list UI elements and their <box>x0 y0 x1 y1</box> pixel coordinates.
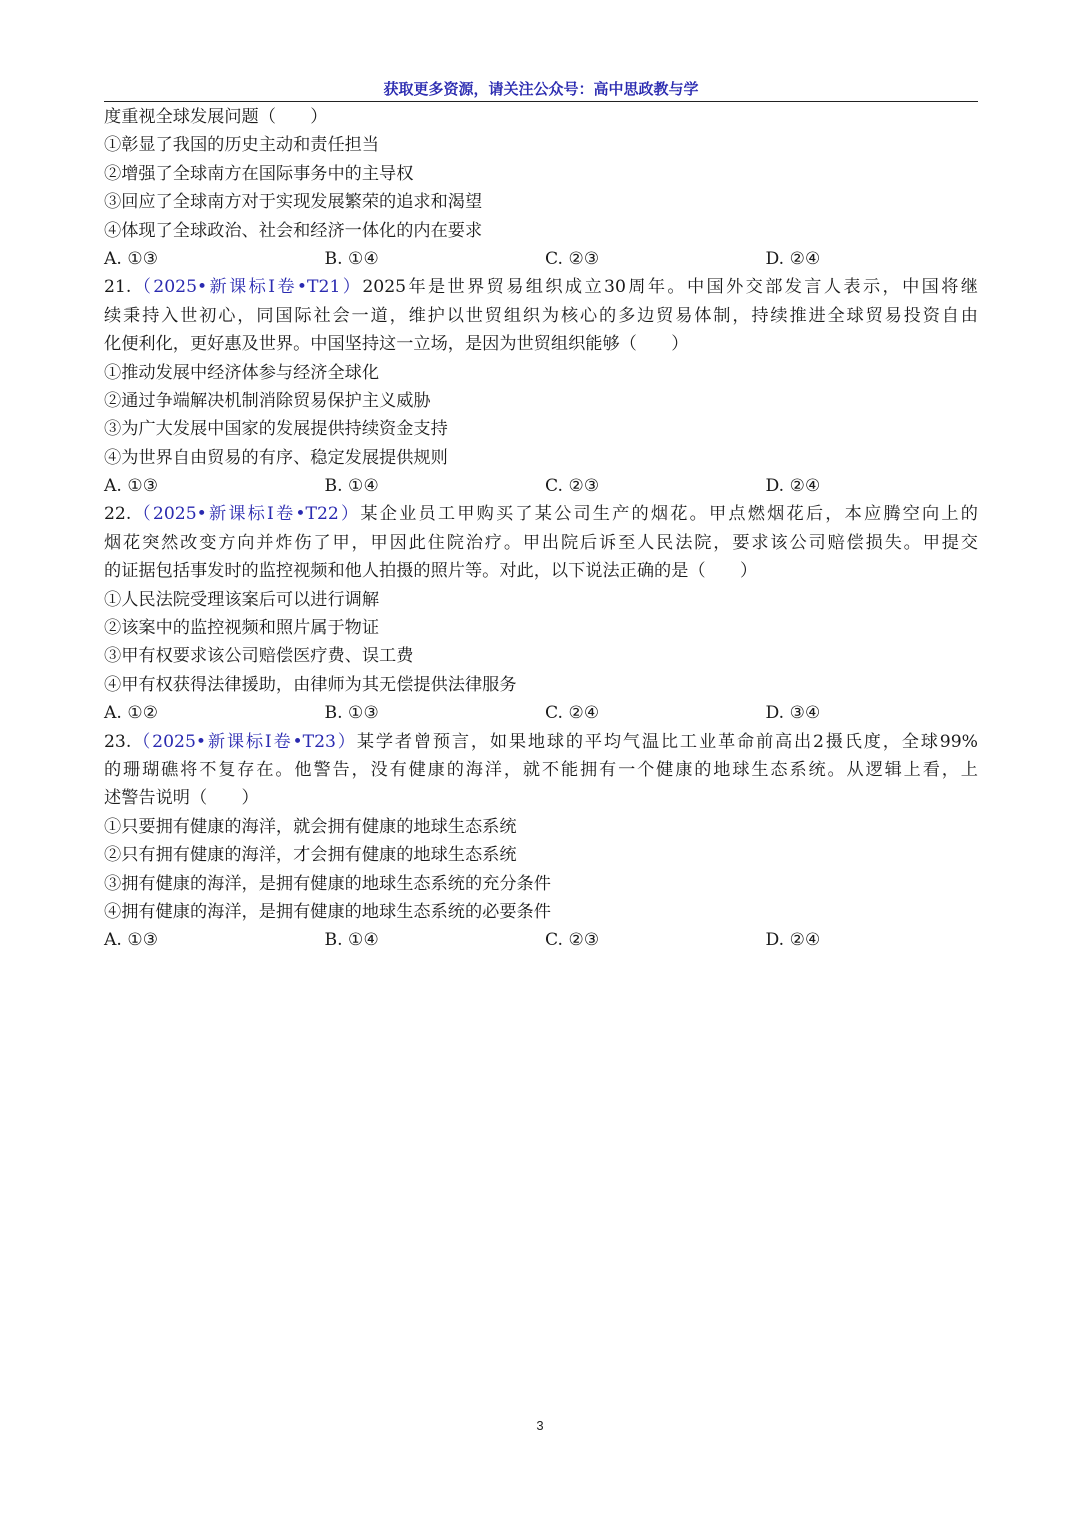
statement-2: ②增强了全球南方在国际事务中的主导权 <box>104 163 414 184</box>
option-d: D. ②④ <box>765 476 821 497</box>
option-d: D. ②④ <box>765 248 821 269</box>
option-a: A. ①③ <box>104 476 159 497</box>
option-c: C. ②③ <box>545 930 600 951</box>
option-d: D. ③④ <box>765 703 821 724</box>
question-stem-line: 述警告说明（ ） <box>104 788 259 809</box>
question-21 <box>104 273 978 500</box>
answer-options <box>104 245 978 273</box>
question-stem: 某学者曾预言，如果地球的平均气温比工业革命前高出2摄氏度，全球99% <box>356 731 978 752</box>
question-stem-line: 的证据包括事发时的监控视频和他人拍摄的照片等。对此，以下说法正确的是（ ） <box>104 561 758 582</box>
option-b: B. ①③ <box>324 703 379 724</box>
question-stem: 2025年是世界贸易组织成立30周年。中国外交部发言人表示，中国将继 <box>362 277 978 298</box>
statement-3: ③拥有健康的海洋，是拥有健康的地球生态系统的充分条件 <box>104 873 551 894</box>
statement-4: ④拥有健康的海洋，是拥有健康的地球生态系统的必要条件 <box>104 901 551 922</box>
document-body <box>104 103 978 955</box>
page-header-title: 获取更多资源，请关注公众号：高中思政教与学 <box>383 80 699 98</box>
option-d: D. ②④ <box>765 930 821 951</box>
answer-options <box>104 699 978 727</box>
statement-3: ③回应了全球南方对于实现发展繁荣的追求和渴望 <box>104 192 483 213</box>
question-23 <box>104 728 978 955</box>
question-source: （2025•新课标Ⅰ卷•T21） <box>131 277 363 298</box>
option-b: B. ①④ <box>324 248 379 269</box>
question-stem: 度重视全球发展问题（ ） <box>104 107 328 127</box>
page-number: 3 <box>536 1418 544 1433</box>
statement-4: ④为世界自由贸易的有序、稳定发展提供规则 <box>104 447 448 468</box>
question-stem-line: 的珊瑚礁将不复存在。他警告，没有健康的海洋，就不能拥有一个健康的地球生态系统。从逻辑上看，上 <box>104 759 978 780</box>
statement-3: ③甲有权要求该公司赔偿医疗费、误工费 <box>104 646 414 667</box>
option-a: A. ①② <box>104 703 159 724</box>
question-stem-line <box>104 728 978 756</box>
header-divider <box>104 101 978 102</box>
question-stem-line: 续秉持入世初心，同国际社会一道，维护以世贸组织为核心的多边贸易体制，持续推进全球贸易投资自由 <box>104 305 978 326</box>
question-number: 23. <box>104 731 132 752</box>
option-c: C. ②③ <box>545 476 600 497</box>
statement-1: ①人民法院受理该案后可以进行调解 <box>104 589 380 610</box>
question-20 <box>104 103 978 273</box>
question-stem-line <box>104 273 978 301</box>
answer-options <box>104 926 978 954</box>
statement-4: ④体现了全球政治、社会和经济一体化的内在要求 <box>104 220 483 241</box>
option-c: C. ②③ <box>545 248 600 269</box>
question-stem: 某企业员工甲购买了某公司生产的烟花。甲点燃烟花后，本应腾空向上的 <box>360 504 978 525</box>
question-stem-line: 化便利化，更好惠及世界。中国坚持这一立场，是因为世贸组织能够（ ） <box>104 334 689 355</box>
statement-2: ②该案中的监控视频和照片属于物证 <box>104 618 380 639</box>
question-22 <box>104 500 978 727</box>
statement-3: ③为广大发展中国家的发展提供持续资金支持 <box>104 419 448 440</box>
question-source: （2025•新课标Ⅰ卷•T23） <box>131 731 357 752</box>
statement-2: ②通过争端解决机制消除贸易保护主义威胁 <box>104 390 431 411</box>
question-number: 21. <box>104 277 132 298</box>
statement-2: ②只有拥有健康的海洋，才会拥有健康的地球生态系统 <box>104 845 517 866</box>
question-stem-line <box>104 500 978 528</box>
question-stem-line: 烟花突然改变方向并炸伤了甲，甲因此住院治疗。甲出院后诉至人民法院，要求该公司赔偿损失。甲提交 <box>104 532 978 553</box>
option-b: B. ①④ <box>324 476 379 497</box>
question-number: 22. <box>104 504 132 525</box>
statement-1: ①推动发展中经济体参与经济全球化 <box>104 362 380 383</box>
answer-options <box>104 472 978 500</box>
question-source: （2025•新课标Ⅰ卷•T22） <box>131 504 361 525</box>
statement-1: ①只要拥有健康的海洋，就会拥有健康的地球生态系统 <box>104 816 517 837</box>
statement-4: ④甲有权获得法律援助，由律师为其无偿提供法律服务 <box>104 674 517 695</box>
statement-1: ①彰显了我国的历史主动和责任担当 <box>104 135 380 156</box>
option-b: B. ①④ <box>324 930 379 951</box>
option-c: C. ②④ <box>545 703 600 724</box>
option-a: A. ①③ <box>104 248 159 269</box>
option-a: A. ①③ <box>104 930 159 951</box>
